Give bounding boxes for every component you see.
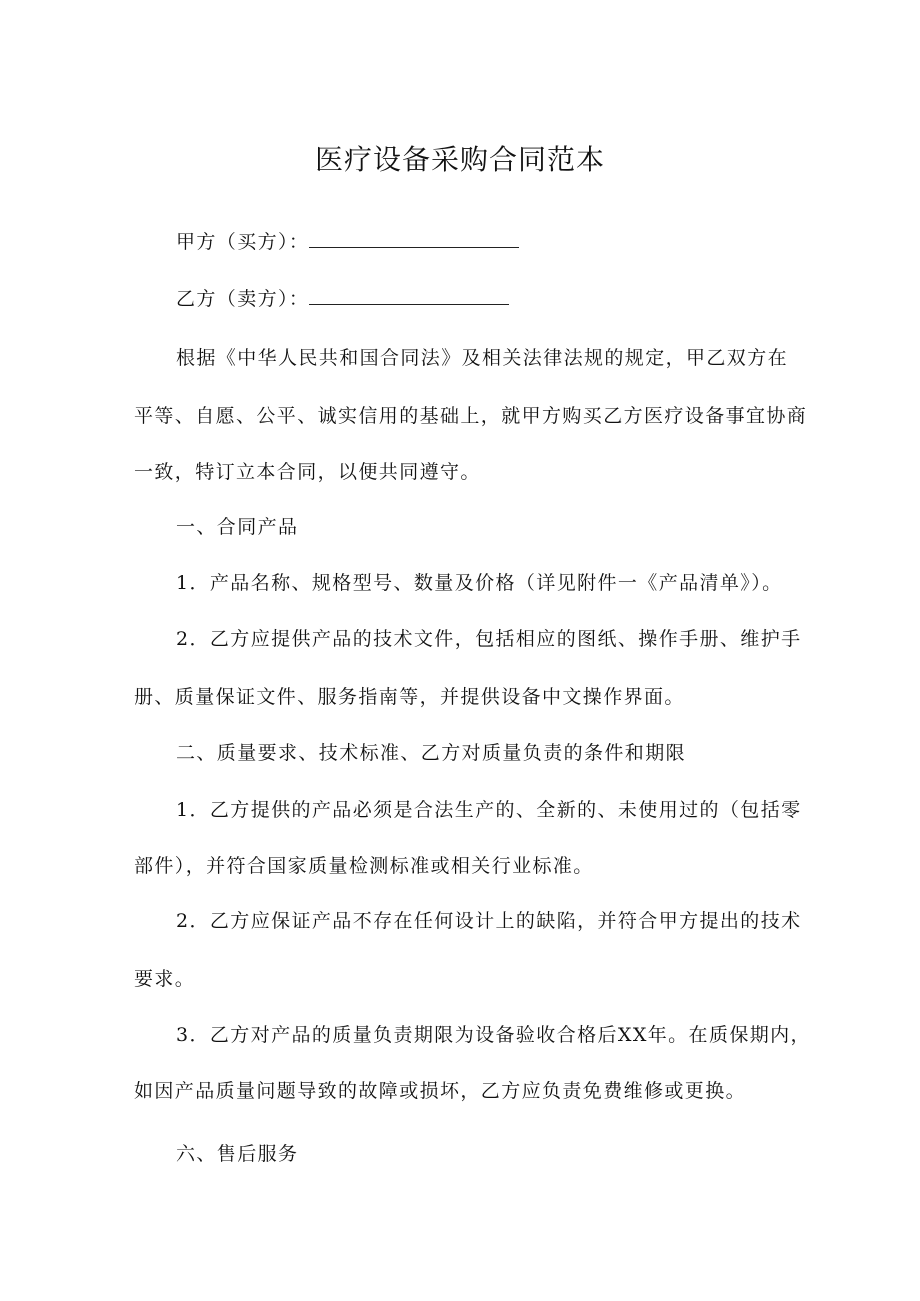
clause-1-1: 1．产品名称、规格型号、数量及价格（详见附件一《产品清单》）。 xyxy=(176,572,783,594)
section-heading-products: 一、合同产品 xyxy=(176,516,299,538)
clause-2-1-line: 部件），并符合国家质量检测标准或相关行业标准。 xyxy=(134,855,594,877)
clause-2-3-line: 如因产品质量问题导致的故障或损坏，乙方应负责免费维修或更换。 xyxy=(134,1080,747,1102)
page-title: 医疗设备采购合同范本 xyxy=(314,143,605,176)
section-heading-quality: 二、质量要求、技术标准、乙方对质量负责的条件和期限 xyxy=(176,742,687,764)
party-b-blank-field[interactable] xyxy=(309,286,509,305)
clause-1-2-line: 册、质量保证文件、服务指南等，并提供设备中文操作界面。 xyxy=(134,686,685,708)
party-b-label: 乙方（卖方）： xyxy=(176,288,310,310)
party-a-blank-field[interactable] xyxy=(309,229,519,248)
preamble-line: 平等、自愿、公平、诚实信用的基础上，就甲方购买乙方医疗设备事宜协商 xyxy=(134,405,808,427)
clause-2-3-line: 3．乙方对产品的质量负责期限为设备验收合格后XX年。在质保期内， xyxy=(176,1024,811,1046)
preamble-line: 一致，特订立本合同，以便共同遵守。 xyxy=(134,461,481,483)
party-b-line xyxy=(176,286,509,312)
clause-2-1-line: 1．乙方提供的产品必须是合法生产的、全新的、未使用过的（包括零 xyxy=(176,799,802,821)
clause-2-2-line: 要求。 xyxy=(134,968,196,990)
preamble-line: 根据《中华人民共和国合同法》及相关法律法规的规定，甲乙双方在 xyxy=(176,347,789,369)
section-heading-after-sales: 六、售后服务 xyxy=(176,1143,299,1165)
party-a-line xyxy=(176,229,519,255)
clause-1-2-line: 2．乙方应提供产品的技术文件，包括相应的图纸、操作手册、维护手 xyxy=(176,628,802,650)
party-a-label: 甲方（买方）： xyxy=(176,231,310,253)
clause-2-2-line: 2．乙方应保证产品不存在任何设计上的缺陷，并符合甲方提出的技术 xyxy=(176,910,802,932)
